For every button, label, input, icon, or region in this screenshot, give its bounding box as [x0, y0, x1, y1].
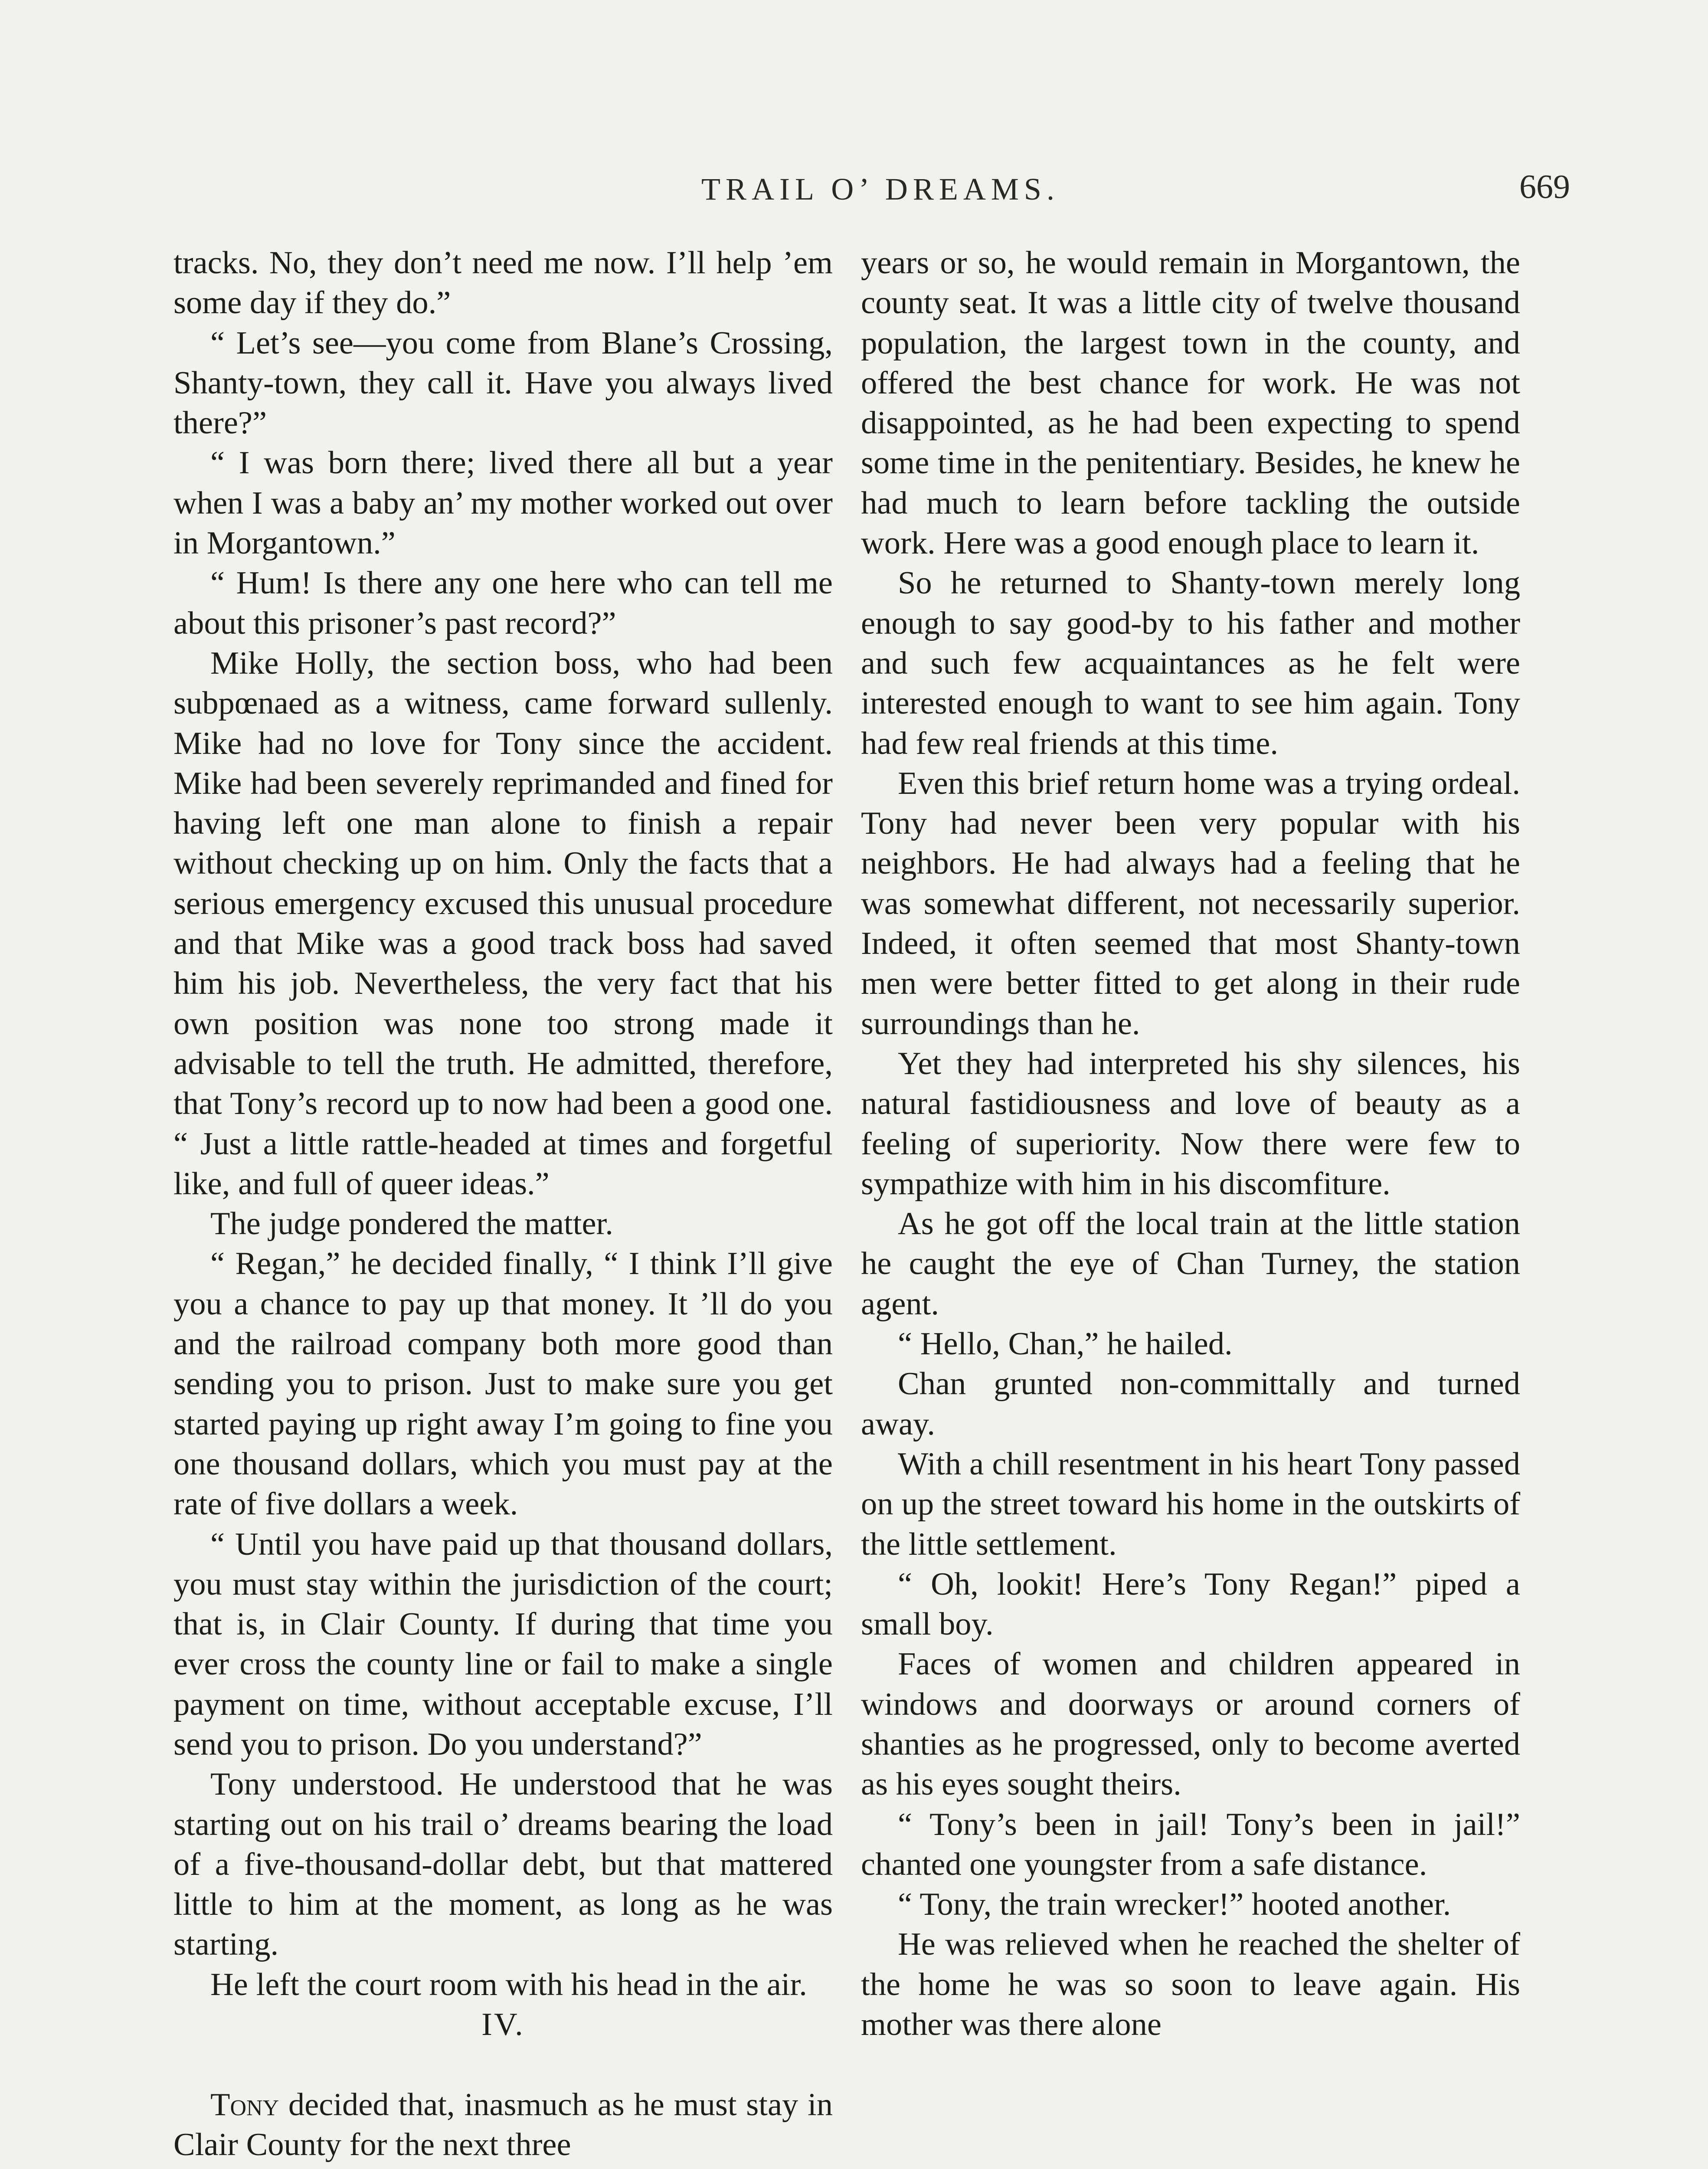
paragraph: He was relieved when he reached the shelter of the home he was so soon to leave again. His mother was there alone [861, 1927, 1520, 2043]
paragraph: Yet they had interpreted his shy silences, his natural fastidiousness and love of beauty as a feeling of superiority. Now there were few to sympathize with him in his discomfiture. [861, 1045, 1520, 1202]
paragraph: “ Tony, the train wrecker!” hooted another. [898, 1887, 1451, 1923]
paragraph: “ I was born there; lived there all but a year when I was a baby an’ my mother worked out over in Morgantown.” [173, 445, 833, 561]
paragraph: As he got off the local train at the little station he caught the eye of Chan Turney, the station agent. [861, 1206, 1520, 1322]
right-column [861, 243, 1520, 2044]
paragraph: “ Tony’s been in jail! Tony’s been in jail!” chanted one youngster from a safe distance. [861, 1806, 1520, 1882]
paragraph: “ Let’s see—you come from Blane’s Crossing, Shanty-town, they call it. Have you always lived there?” [173, 325, 833, 441]
paragraph: years or so, he would remain in Morgantown, the county seat. It was a little city of twelve thousand population, the largest town in the county, and offered the best chance for work. He was not disappointed, as he had been expecting to spend some time in the penitentiary. Besides, he knew he had much to learn before tackling the outside work. Here was a good enough place to learn it. [861, 245, 1520, 561]
paragraph: Faces of women and children appeared in windows and doorways or around corners of shanties as he progressed, only to become averted as his eyes sought theirs. [861, 1646, 1520, 1802]
section-heading: IV. [481, 2007, 525, 2043]
paragraph-text: decided that, inasmuch as he must stay in Clair County for the next three [173, 2087, 833, 2162]
paragraph [173, 2085, 833, 2165]
paragraph: With a chill resentment in his heart Tony passed on up the street toward his home in the outskirts of the little settlement. [861, 1446, 1520, 1562]
paragraph: “ Regan,” he decided finally, “ I think I’ll give you a chance to pay up that money. It ’ll do you and the railroad company both more good than sending you to prison. Just to make sure you get started paying up right away I’m going to fine you one thousand dollars, which you must pay at the rate of five dollars a week. [173, 1246, 833, 1522]
paragraph: Tony understood. He understood that he was starting out on his trail o’ dreams bearing the load of a five-thousand-dollar debt, but that mattered little to him at the moment, as long as he was starting. [173, 1766, 833, 1963]
running-header-title: TRAIL O’ DREAMS. [701, 172, 1060, 206]
paragraph: Even this brief return home was a trying ordeal. Tony had never been very popular with his neighbors. He had always had a feeling that he was somewhat different, not necessarily superior. Indeed, it often seemed that most Shanty-town men were better fitted to get along in their rude surroundings than he. [861, 765, 1520, 1042]
left-column [173, 243, 833, 2165]
paragraph: Mike Holly, the section boss, who had been subpœnaed as a witness, came forward sullenly. Mike had no love for Tony since the accident. Mike had been severely reprimanded and fined for having left one man alone to finish a repair without checking up on him. Only the facts that a serious emergency excused this unusual procedure and that Mike was a good track boss had saved him his job. Nevertheless, the very fact that his own position was none too strong made it advisable to tell the truth. He admitted, therefore, that Tony’s record up to now had been a good one. “ Just a little rattle-headed at times and forgetful like, and full of queer ideas.” [173, 645, 833, 1202]
paragraph-lead-word: Tony [210, 2087, 279, 2123]
paragraph: “ Hum! Is there any one here who can tell me about this prisoner’s past record?” [173, 565, 833, 641]
paragraph: The judge pondered the matter. [210, 1206, 613, 1242]
paragraph: So he returned to Shanty-town merely long enough to say good-by to his father and mother and such few acquaintances as he felt were interested enough to want to see him again. Tony had few real friends at this time. [861, 565, 1520, 761]
paragraph: “ Hello, Chan,” he hailed. [898, 1326, 1233, 1362]
paragraph: Chan grunted non-committally and turned away. [861, 1366, 1520, 1442]
paragraph: “ Oh, lookit! Here’s Tony Regan!” piped a small boy. [861, 1566, 1520, 1642]
paragraph: “ Until you have paid up that thousand dollars, you must stay within the jurisdiction of the court; that is, in Clair County. If during that time you ever cross the county line or fail to make a single payment on time, without acceptable excuse, I’ll send you to prison. Do you understand?” [173, 1526, 833, 1762]
page-number: 669 [1519, 167, 1570, 205]
paragraph: He left the court room with his head in the air. [210, 1966, 807, 2002]
paragraph: tracks. No, they don’t need me now. I’ll help ’em some day if they do.” [173, 245, 833, 321]
